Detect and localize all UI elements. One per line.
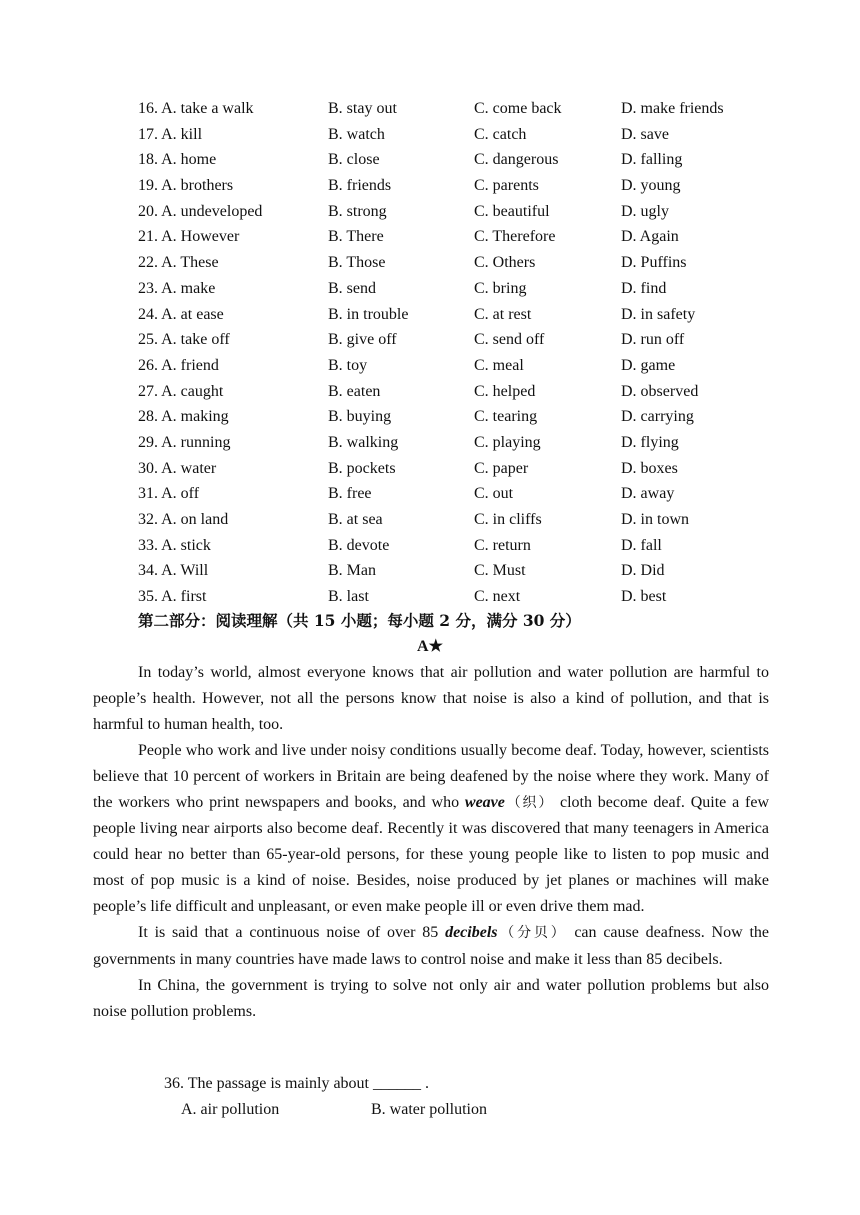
option-d: D. run off xyxy=(621,331,685,349)
option-c: C. bring xyxy=(474,279,527,297)
paragraph-3 xyxy=(93,920,769,973)
option-a: 30. A. water xyxy=(138,459,217,477)
option-a: 31. A. off xyxy=(138,485,200,503)
option-c: C. meal xyxy=(474,356,524,374)
option-c: C. out xyxy=(474,485,514,503)
option-d: D. Puffins xyxy=(621,254,687,272)
paragraph-2 xyxy=(93,738,769,920)
option-b: B. buying xyxy=(328,408,392,426)
option-a: 16. A. take a walk xyxy=(138,100,254,117)
option-row xyxy=(138,173,778,199)
vocab-gloss: （织） xyxy=(504,794,555,811)
option-c: C. beautiful xyxy=(474,202,550,220)
option-row xyxy=(138,558,778,584)
option-b: B. stay out xyxy=(328,100,397,117)
option-b: B. in trouble xyxy=(328,305,409,323)
option-a: 35. A. first xyxy=(138,588,207,606)
option-b: B. watch xyxy=(328,125,385,143)
paragraph-4: In China, the government is trying to solve not only air and water pollution problems but also noise pollution problems. xyxy=(93,976,769,1020)
paragraph-text: cloth become deaf. Quite a few people living near airports also become deaf. Recently it was discovered that many teenagers in America could hear no better than 65-year-old persons, for these young people like to listen to pop music and most of pop music is a kind of noise. Besides, noise produced by jet planes or machines will make people’s life difficult and unpleasant, or even make people ill or even drive them mad. xyxy=(93,793,770,916)
option-b: B. close xyxy=(328,151,380,169)
option-d: D. flying xyxy=(621,433,679,451)
option-d: D. fall xyxy=(621,536,662,554)
option-a: 22. A. These xyxy=(138,254,219,272)
option-c: C. parents xyxy=(474,177,539,195)
option-b: B. strong xyxy=(328,202,387,220)
option-a: 34. A. Will xyxy=(138,562,209,580)
vocab-gloss: （分贝） xyxy=(497,925,568,942)
option-row xyxy=(138,224,778,250)
option-a: 20. A. undeveloped xyxy=(138,202,263,220)
option-c: C. tearing xyxy=(474,408,538,426)
option-c: C. catch xyxy=(474,125,527,143)
option-b: B. free xyxy=(328,485,372,503)
option-row xyxy=(138,96,778,122)
option-d: D. carrying xyxy=(621,408,694,426)
option-row xyxy=(138,302,778,328)
option-d: D. Did xyxy=(621,562,665,580)
option-b: B. devote xyxy=(328,536,390,554)
option-d: D. away xyxy=(621,485,675,503)
option-a: 29. A. running xyxy=(138,433,231,451)
question-stem: 36. The passage is mainly about ______ . xyxy=(164,1075,429,1092)
option-a: 17. A. kill xyxy=(138,125,203,143)
option-row xyxy=(138,533,778,559)
option-c: C. at rest xyxy=(474,305,532,323)
option-b: B. Man xyxy=(328,562,376,580)
option-d: D. best xyxy=(621,588,667,606)
option-d: D. observed xyxy=(621,382,699,400)
option-b: B. at sea xyxy=(328,511,383,528)
option-d: D. game xyxy=(621,356,676,374)
paragraph-text: It is said that a continuous noise of over 85 xyxy=(138,924,446,942)
option-a: 26. A. friend xyxy=(138,356,219,374)
option-a: 27. A. caught xyxy=(138,382,224,400)
option-b: B. There xyxy=(328,228,384,246)
option-c: C. in cliffs xyxy=(474,511,542,528)
option-b: B. friends xyxy=(328,177,392,195)
option-a: 21. A. However xyxy=(138,228,240,246)
option-d: D. in town xyxy=(621,511,689,528)
option-a: 18. A. home xyxy=(138,151,217,169)
passage-label: A★ xyxy=(417,638,443,655)
option-row xyxy=(138,199,778,225)
option-c: C. paper xyxy=(474,459,529,477)
option-b: B. Those xyxy=(328,254,386,272)
option-b: B. send xyxy=(328,279,376,297)
section-heading: 第二部分：阅读理解（共 15 小题；每小题 2 分，满分 30 分） xyxy=(138,611,581,630)
option-b: B. walking xyxy=(328,433,399,451)
option-d: D. young xyxy=(621,177,681,195)
option-d: D. falling xyxy=(621,151,683,169)
option-row xyxy=(138,584,778,610)
question-option-b: B. water pollution xyxy=(371,1101,487,1118)
option-b: B. pockets xyxy=(328,459,396,477)
option-b: B. toy xyxy=(328,356,368,374)
option-d: D. ugly xyxy=(621,202,669,220)
option-row xyxy=(138,430,778,456)
vocab-term: decibels xyxy=(445,924,498,942)
option-c: C. helped xyxy=(474,382,536,400)
option-a: 33. A. stick xyxy=(138,536,211,554)
option-row xyxy=(138,250,778,276)
option-c: C. dangerous xyxy=(474,151,559,169)
cloze-options-list xyxy=(138,96,778,610)
option-row xyxy=(138,507,778,533)
option-d: D. save xyxy=(621,125,669,143)
option-row xyxy=(138,404,778,430)
question-option-a: A. air pollution xyxy=(181,1101,280,1118)
paragraph-text: can cause deafness. Now the governments in many countries have made laws to control noise and make it less than 85 decibels. xyxy=(93,924,770,968)
option-d: D. boxes xyxy=(621,459,678,477)
option-c: C. next xyxy=(474,588,521,606)
option-a: 25. A. take off xyxy=(138,331,230,349)
option-row xyxy=(138,379,778,405)
option-c: C. playing xyxy=(474,433,541,451)
option-c: C. Must xyxy=(474,562,526,580)
option-d: D. in safety xyxy=(621,305,696,323)
option-row xyxy=(138,327,778,353)
reading-passage xyxy=(93,660,769,1025)
option-b: B. last xyxy=(328,588,369,606)
option-row xyxy=(138,147,778,173)
option-row xyxy=(138,456,778,482)
option-a: 19. A. brothers xyxy=(138,177,234,195)
option-b: B. eaten xyxy=(328,382,381,400)
option-a: 24. A. at ease xyxy=(138,305,224,323)
option-a: 32. A. on land xyxy=(138,511,229,528)
option-c: C. return xyxy=(474,536,531,554)
option-c: C. come back xyxy=(474,100,562,117)
vocab-term: weave xyxy=(464,793,505,811)
paragraph-text: People who work and live under noisy conditions usually become deaf. Today, however, scientists believe that 10 percent of workers in Britain are being deafened by the noise where they work. Many of the workers who print newspapers and books, and who xyxy=(93,741,769,811)
option-a: 28. A. making xyxy=(138,408,229,426)
option-d: D. find xyxy=(621,279,667,297)
option-b: B. give off xyxy=(328,331,397,349)
option-row xyxy=(138,276,778,302)
option-row xyxy=(138,353,778,379)
paragraph-1: In today’s world, almost everyone knows that air pollution and water pollution are harmful to people’s health. However, not all the persons know that noise is also a kind of pollution, and that is harmful to human health, too. xyxy=(93,664,769,733)
option-d: D. Again xyxy=(621,228,679,246)
option-c: C. Therefore xyxy=(474,228,556,246)
option-a: 23. A. make xyxy=(138,279,216,297)
option-row xyxy=(138,481,778,507)
option-c: C. Others xyxy=(474,254,536,272)
option-c: C. send off xyxy=(474,331,545,349)
option-d: D. make friends xyxy=(621,100,724,117)
option-row xyxy=(138,122,778,148)
